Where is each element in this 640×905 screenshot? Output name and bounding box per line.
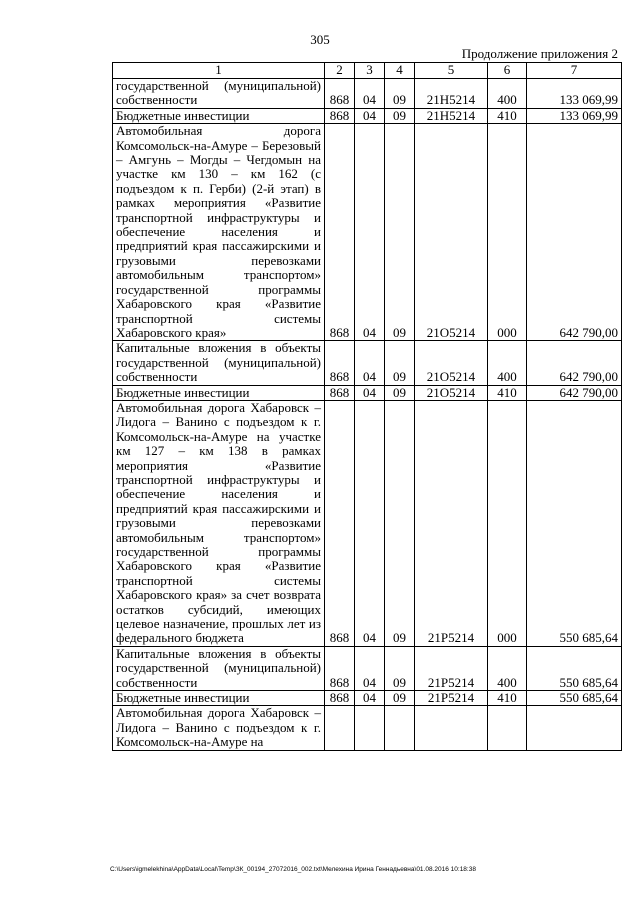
table-row [113,341,622,385]
table-header-row [113,63,622,79]
row-description: Бюджетные инвестиции [113,108,325,123]
table-row [113,79,622,109]
cell-expense-type: 000 [488,400,527,646]
cell-empty [325,706,355,751]
cell-empty [355,706,385,751]
budget-table [112,62,622,751]
cell-target-article: 21О5214 [415,385,488,400]
cell-subsection: 09 [385,400,415,646]
cell-ministry: 868 [325,108,355,123]
cell-amount: 133 069,99 [527,79,622,109]
cell-ministry: 868 [325,385,355,400]
cell-amount: 642 790,00 [527,124,622,341]
cell-amount: 642 790,00 [527,341,622,385]
cell-ministry: 868 [325,341,355,385]
cell-target-article: 21О5214 [415,124,488,341]
row-description: Бюджетные инвестиции [113,385,325,400]
cell-section: 04 [355,400,385,646]
cell-section: 04 [355,385,385,400]
cell-target-article: 21Р5214 [415,646,488,690]
cell-expense-type: 000 [488,124,527,341]
row-description: Капитальные вложения в объекты государственной (муниципальной) собственности [113,341,325,385]
cell-section: 04 [355,341,385,385]
cell-amount: 642 790,00 [527,385,622,400]
cell-ministry: 868 [325,79,355,109]
cell-expense-type: 410 [488,108,527,123]
cell-empty [385,706,415,751]
file-path-footer: C:\Users\igmelekhina\AppData\Local\Temp\ЗК_00194_27072016_002.txt\Мелехина Ирина Геннадьевна\01.08.2016 10:18:38 [110,866,476,873]
cell-subsection: 09 [385,124,415,341]
row-description: Автомобильная дорога Хабаровск – Лидога – Ванино с подъездом к г. Комсомольск-на-Амуре на участке км 127 – км 138 в рамках мероприятия «Развитие транспортной инфраструктуры и обеспечение населения и предприятий края пассажирскими и грузовыми перевозками автомобильным транспортом» государственной программы Хабаровского края «Развитие транспортной системы Хабаровского края» за счет возврата остатков субсидий, имеющих целевое назначение, прошлых лет из федерального бюджета [113,400,325,646]
table-row-continued [113,706,622,751]
cell-expense-type: 410 [488,385,527,400]
cell-target-article: 21О5214 [415,341,488,385]
column-header: 2 [325,63,355,79]
cell-subsection: 09 [385,646,415,690]
table-row [113,400,622,646]
cell-amount: 550 685,64 [527,646,622,690]
row-description: Капитальные вложения в объекты государственной (муниципальной) собственности [113,646,325,690]
cell-amount: 550 685,64 [527,691,622,706]
cell-subsection: 09 [385,691,415,706]
column-header: 7 [527,63,622,79]
cell-section: 04 [355,646,385,690]
cell-empty [488,706,527,751]
cell-amount: 550 685,64 [527,400,622,646]
cell-subsection: 09 [385,385,415,400]
cell-expense-type: 400 [488,341,527,385]
column-header: 1 [113,63,325,79]
cell-expense-type: 400 [488,646,527,690]
cell-expense-type: 410 [488,691,527,706]
cell-target-article: 21Р5214 [415,400,488,646]
column-header: 4 [385,63,415,79]
cell-empty [527,706,622,751]
cell-section: 04 [355,108,385,123]
continuation-label: Продолжение приложения 2 [461,46,618,61]
cell-target-article: 21Р5214 [415,691,488,706]
cell-target-article: 21Н5214 [415,79,488,109]
row-description: Автомобильная дорога Комсомольск-на-Амуре – Березовый – Амгунь – Могды – Чегдомын на участке км 130 – км 162 (с подъездом к п. Герби) (2-й этап) в рамках мероприятия «Развитие транспортной инфраструктуры и обеспечение населения и предприятий края пассажирскими и грузовыми перевозками автомобильным транспортом» государственной программы Хабаровского края «Развитие транспортной системы Хабаровского края» [113,124,325,341]
cell-section: 04 [355,124,385,341]
cell-ministry: 868 [325,646,355,690]
cell-target-article: 21Н5214 [415,108,488,123]
cell-section: 04 [355,79,385,109]
column-header: 5 [415,63,488,79]
table-row [113,108,622,123]
cell-subsection: 09 [385,108,415,123]
cell-subsection: 09 [385,79,415,109]
cell-empty [415,706,488,751]
table-row [113,385,622,400]
cell-amount: 133 069,99 [527,108,622,123]
table-row [113,646,622,690]
cell-ministry: 868 [325,400,355,646]
cell-ministry: 868 [325,691,355,706]
row-description: государственной (муниципальной) собственности [113,79,325,109]
cell-expense-type: 400 [488,79,527,109]
cell-ministry: 868 [325,124,355,341]
table-row [113,691,622,706]
cell-section: 04 [355,691,385,706]
cell-subsection: 09 [385,341,415,385]
column-header: 6 [488,63,527,79]
table-row [113,124,622,341]
page-number: 305 [310,32,330,47]
column-header: 3 [355,63,385,79]
row-description: Бюджетные инвестиции [113,691,325,706]
row-description: Автомобильная дорога Хабаровск – Лидога – Ванино с подъездом к г. Комсомольск-на-Амуре на [113,706,325,751]
